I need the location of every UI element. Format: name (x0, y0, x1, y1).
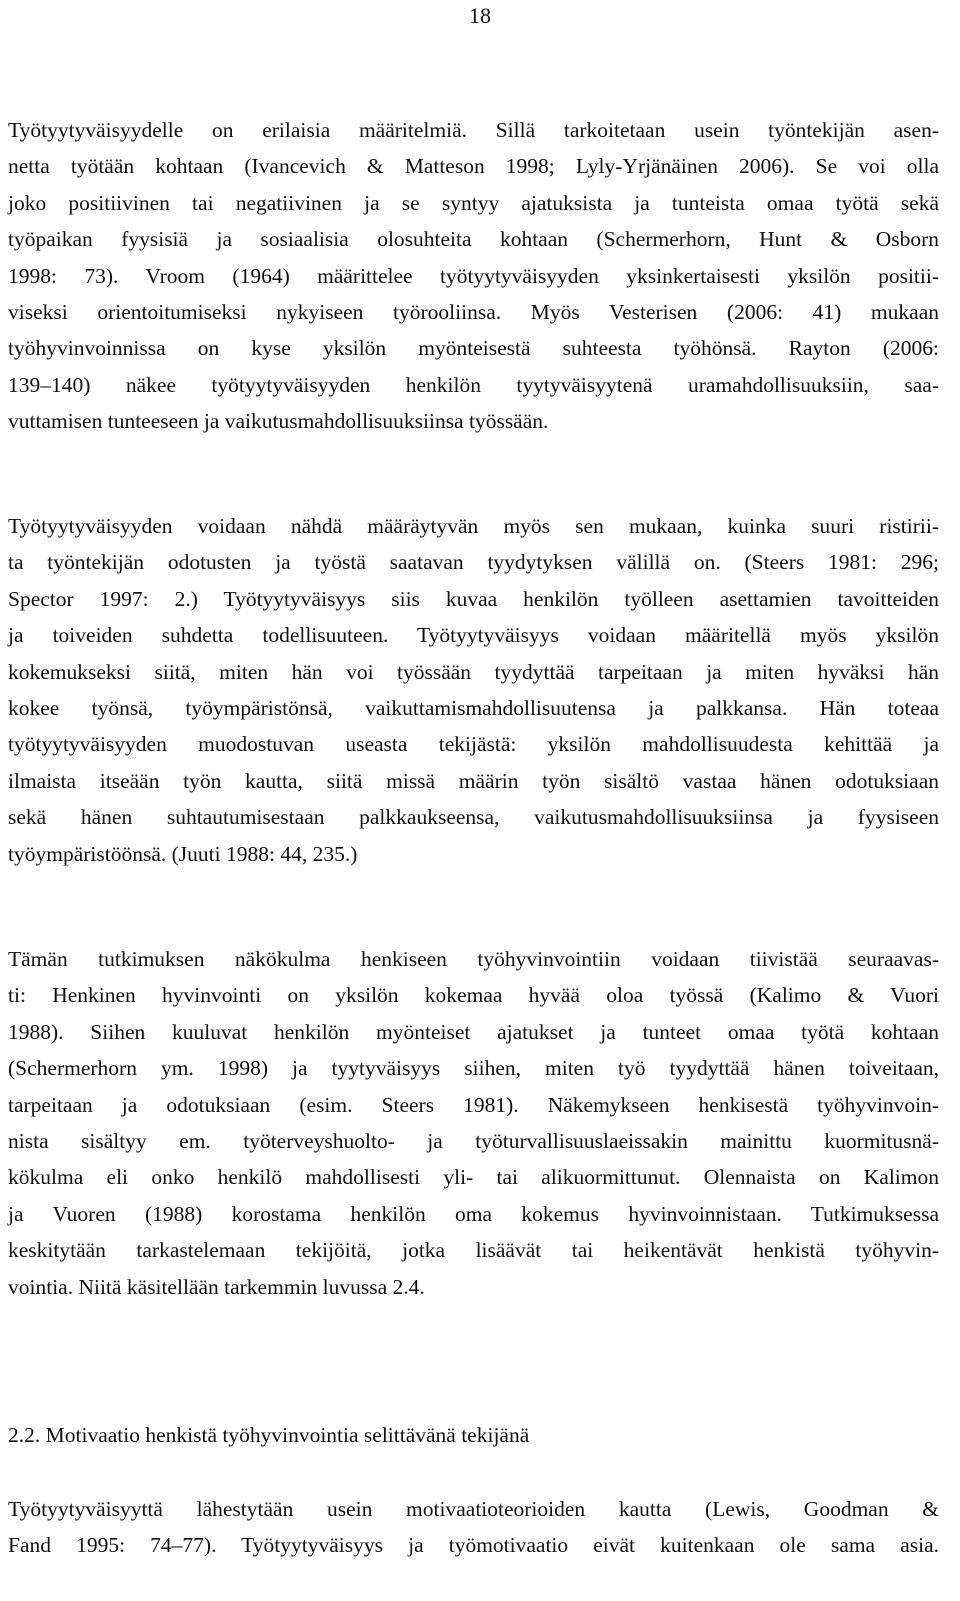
text-line: sekä hänen suhtautumisestaan palkkaukseensa, vaikutusmahdollisuuksiinsa ja fyysiseen (8, 805, 939, 830)
text-line: 1988). Siihen kuuluvat henkilön myönteiset ajatukset ja tunteet omaa työtä kohtaan (8, 1019, 939, 1044)
text-line: netta työtään kohtaan (Ivancevich & Matteson 1998; Lyly-Yrjänäinen 2006). Se voi olla (8, 154, 939, 179)
text-line: 139–140) näkee työtyytyväisyyden henkilön tyytyväisyytenä uramahdollisuuksiin, saa- (8, 372, 939, 397)
paragraph-1 (8, 112, 939, 440)
text-line: työhyvinvoinnissa on kyse yksilön myönteisestä suhteesta työhönsä. Rayton (2006: (8, 336, 939, 361)
text-line: (Schermerhorn ym. 1998) ja tyytyväisyys siihen, miten työ tyydyttää hänen toiveitaan, (8, 1056, 939, 1081)
text-line: Työtyytyväisyyttä lähestytään usein motivaatioteorioiden kautta (Lewis, Goodman & (8, 1497, 939, 1521)
text-line: ilmaista itseään työn kautta, siitä missä määrin työn sisältö vastaa hänen odotuksiaan (8, 768, 939, 793)
text-line: tarpeitaan ja odotuksiaan (esim. Steers 1981). Näkemykseen henkisestä työhyvinvoin- (8, 1092, 939, 1117)
text-line: työpaikan fyysisiä ja sosiaalisia olosuhteita kohtaan (Schermerhorn, Hunt & Osborn (8, 227, 939, 252)
text-line: työtyytyväisyyden muodostuvan useasta tekijästä: yksilön mahdollisuudesta kehittää ja (8, 732, 939, 757)
text-line: Työtyytyväisyydelle on erilaisia määritelmiä. Sillä tarkoitetaan usein työntekijän asen- (8, 118, 939, 142)
text-line: ti: Henkinen hyvinvointi on yksilön kokemaa hyvää oloa työssä (Kalimo & Vuori (8, 983, 939, 1008)
text-line: Työtyytyväisyyden voidaan nähdä määräytyvän myös sen mukaan, kuinka suuri ristirii- (8, 514, 939, 538)
text-line: kokee työnsä, työympäristönsä, vaikuttamismahdollisuutensa ja palkkansa. Hän toteaa (8, 695, 939, 720)
text-line: Fand 1995: 74–77). Työtyytyväisyys ja työmotivaatio eivät kuitenkaan ole sama asia. (8, 1533, 939, 1558)
paragraph-3 (8, 941, 939, 1305)
text-line: joko positiivinen tai negatiivinen ja se syntyy ajatuksista ja tunteista omaa työtä sekä (8, 190, 939, 215)
paragraph-4 (8, 1491, 939, 1564)
text-line: kokemukseksi siitä, miten hän voi työssään tyydyttää tarpeitaan ja miten hyväksi hän (8, 659, 939, 684)
text-line: Tämän tutkimuksen näkökulma henkiseen työhyvinvointiin voidaan tiivistää seuraavas- (8, 947, 939, 971)
text-line: 1998: 73). Vroom (1964) määrittelee työtyytyväisyyden yksinkertaisesti yksilön positii- (8, 263, 939, 288)
text-line: vuttamisen tunteeseen ja vaikutusmahdollisuuksiinsa työssään. (8, 409, 549, 434)
text-line: työympäristöönsä. (Juuti 1988: 44, 235.) (8, 841, 358, 866)
text-line: kökulma eli onko henkilö mahdollisesti yli- tai alikuormittunut. Olennaista on Kalimon (8, 1165, 939, 1190)
text-line: keskitytään tarkastelemaan tekijöitä, jotka lisäävät tai heikentävät henkistä työhyvin- (8, 1238, 939, 1263)
paragraph-2 (8, 508, 939, 872)
page-number: 18 (469, 3, 491, 28)
text-line: ta työntekijän odotusten ja työstä saatavan tyydytyksen välillä on. (Steers 1981: 296; (8, 550, 939, 575)
text-line: ja Vuoren (1988) korostama henkilön oma kokemus hyvinvoinnistaan. Tutkimuksessa (8, 1201, 939, 1226)
text-line: ja toiveiden suhdetta todellisuuteen. Työtyytyväisyys voidaan määritellä myös yksilön (8, 623, 939, 648)
text-line: Spector 1997: 2.) Työtyytyväisyys siis kuvaa henkilön työlleen asettamien tavoitteiden (8, 586, 939, 611)
text-line: nista sisältyy em. työterveyshuolto- ja työturvallisuuslaeissakin mainittu kuormitusnä- (8, 1128, 939, 1153)
section-heading-block (8, 1417, 939, 1453)
text-line: vointia. Niitä käsitellään tarkemmin luvussa 2.4. (8, 1274, 425, 1299)
text-line: viseksi orientoitumiseksi nykyiseen työrooliinsa. Myös Vesterisen (2006: 41) mukaan (8, 299, 939, 324)
section-heading: 2.2. Motivaatio henkistä työhyvinvointia selittävänä tekijänä (8, 1423, 530, 1447)
